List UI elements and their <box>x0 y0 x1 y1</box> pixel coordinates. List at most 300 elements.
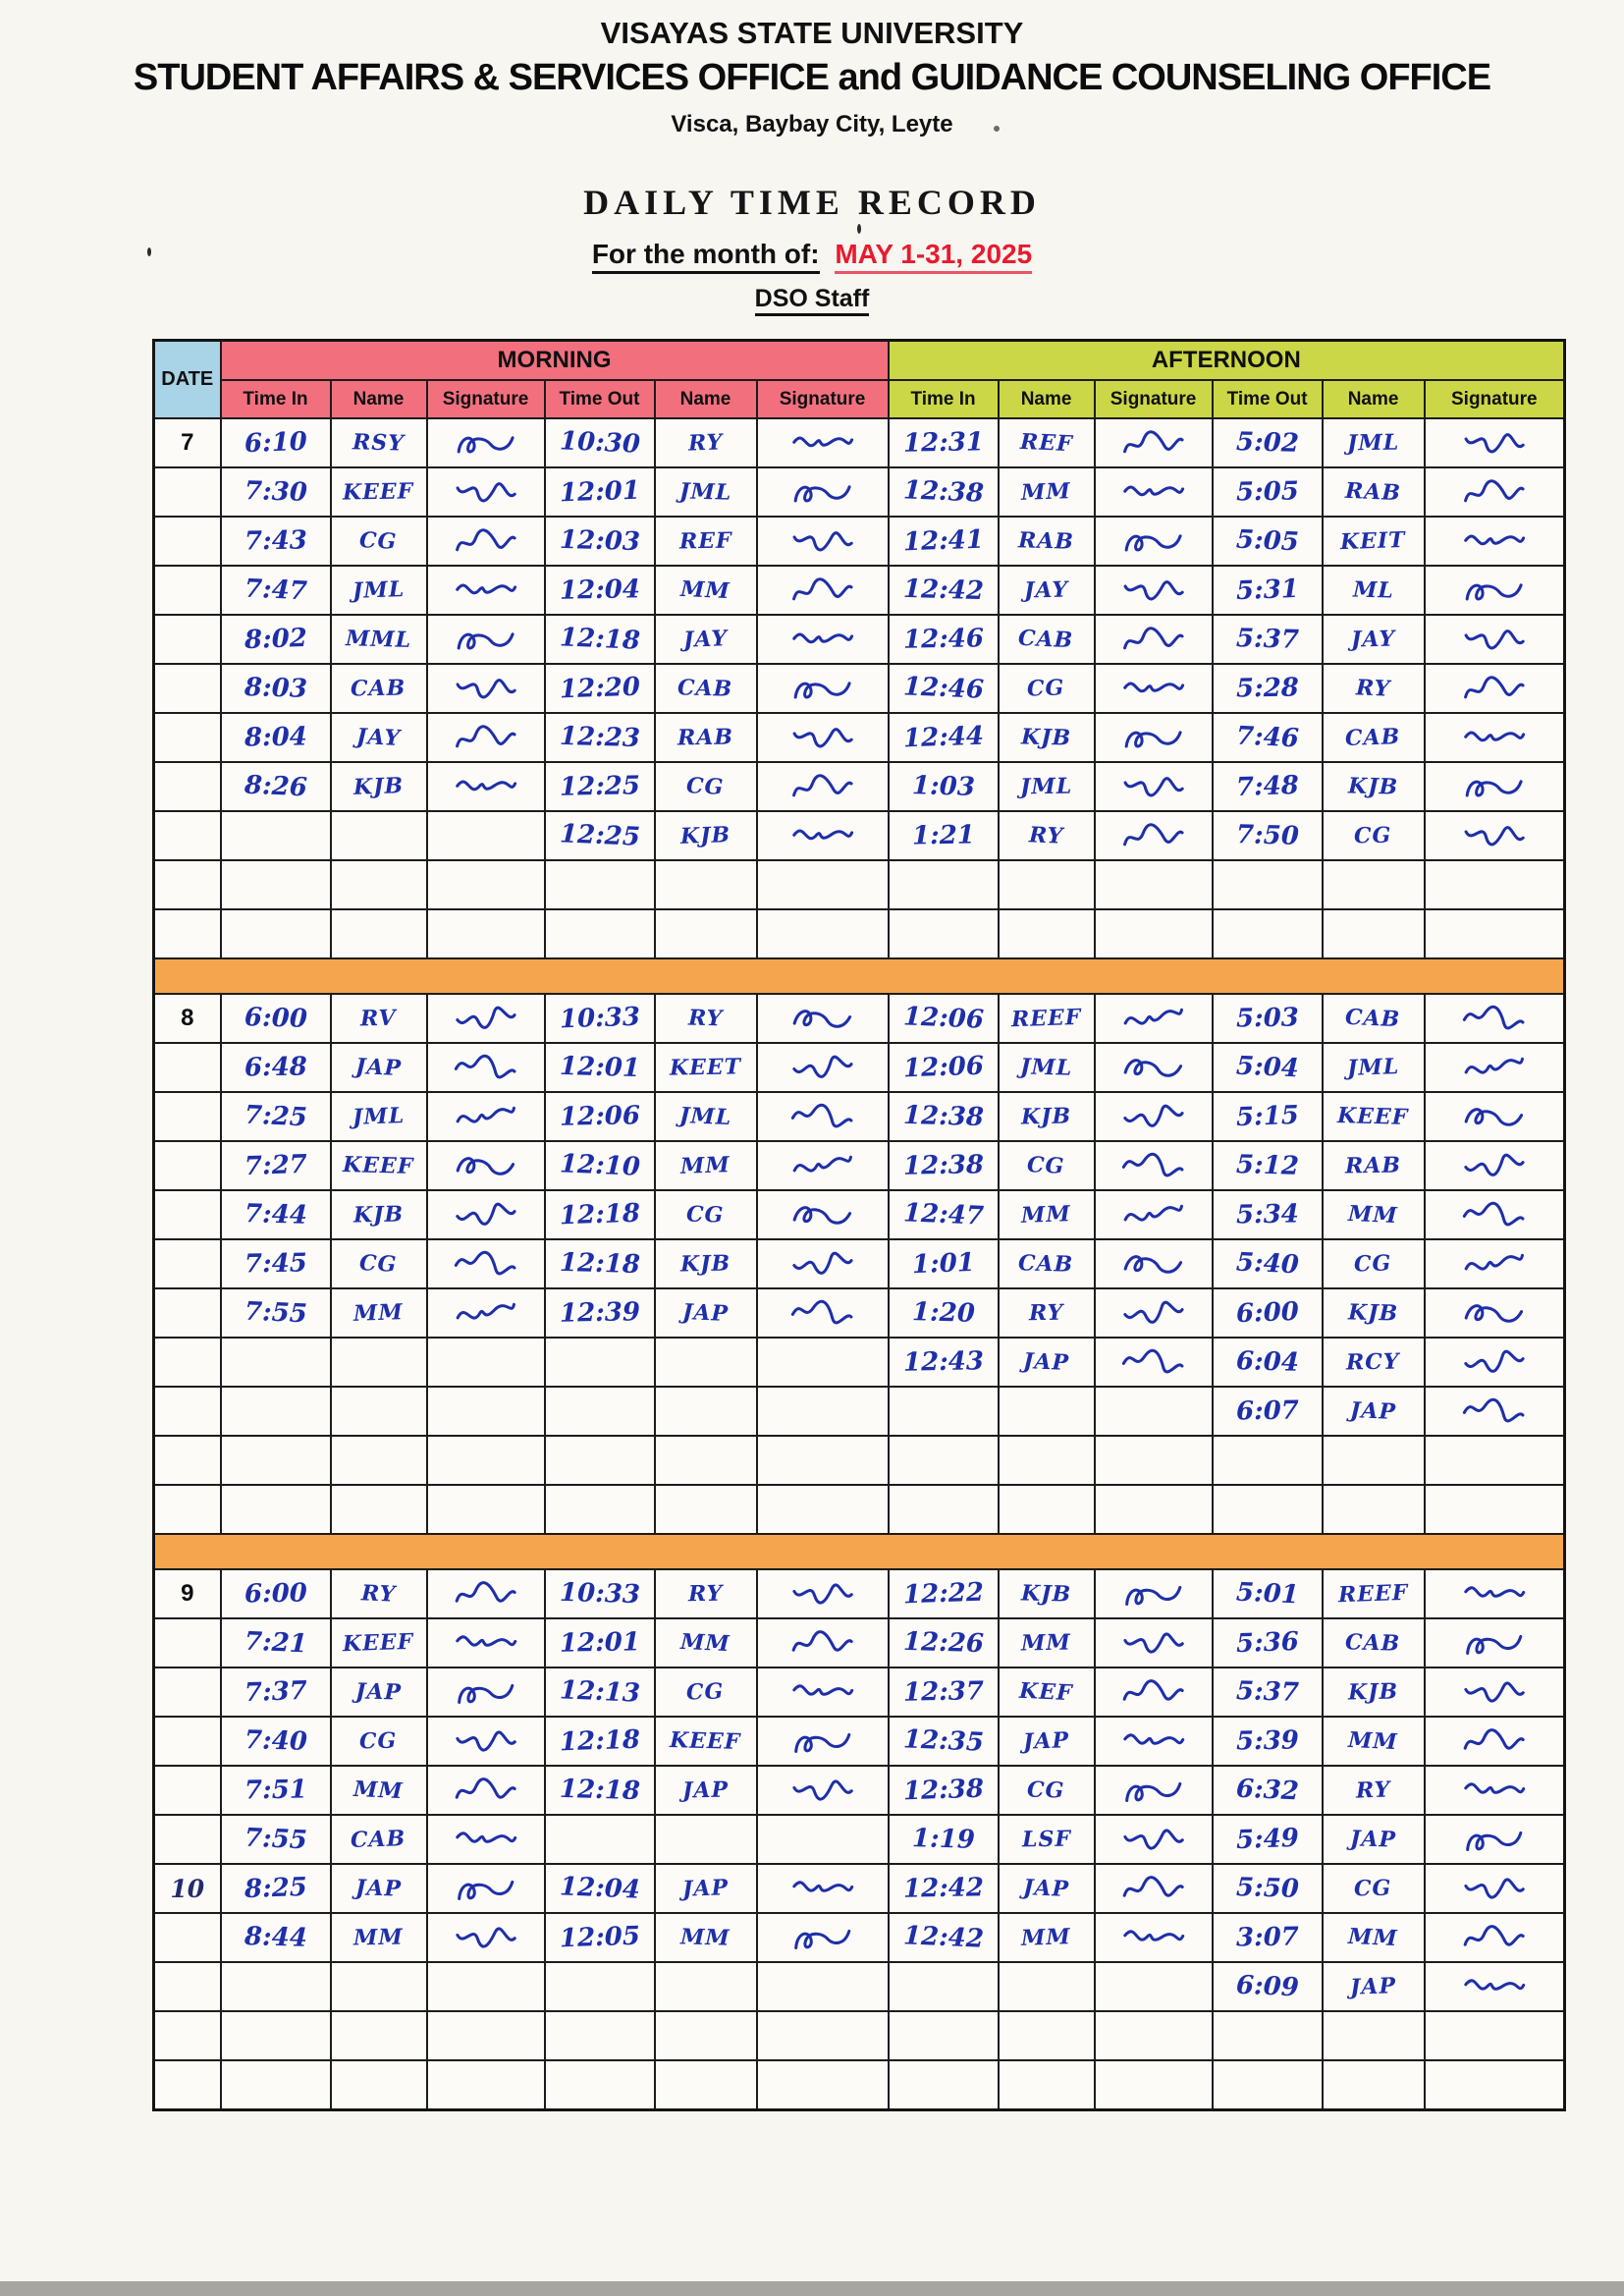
time-out-value: 7:46 <box>1235 721 1300 754</box>
time-in-value: 1:21 <box>911 820 975 851</box>
name-value: KEEF <box>1337 1103 1410 1130</box>
signature-cell <box>427 1288 545 1338</box>
time-out-value: 5:05 <box>1235 524 1300 558</box>
time-in-cell <box>889 1141 999 1190</box>
name-cell <box>331 1667 427 1717</box>
name-value: MM <box>679 1924 731 1951</box>
time-out-cell <box>545 1092 655 1141</box>
signature-cell <box>1095 1962 1213 2011</box>
time-out-value: 5:03 <box>1235 1003 1299 1034</box>
date-cell <box>154 994 221 1043</box>
time-out-cell <box>1213 1569 1323 1618</box>
signature-scribble <box>1461 573 1528 607</box>
signature-scribble <box>453 1576 519 1611</box>
time-in-value: 12:38 <box>902 1100 984 1133</box>
signature-cell <box>1095 994 1213 1043</box>
signature-cell <box>427 566 545 615</box>
time-in-value: 12:31 <box>902 427 984 459</box>
time-out-value: 7:48 <box>1235 770 1300 803</box>
name-cell <box>655 566 757 615</box>
signature-cell <box>427 418 545 467</box>
time-out-cell <box>545 1387 655 1436</box>
time-out-cell <box>1213 1338 1323 1387</box>
time-out-cell <box>545 1485 655 1534</box>
signature-cell <box>757 1717 889 1766</box>
name-cell <box>1323 1485 1425 1534</box>
name-value: KJB <box>1347 1678 1399 1706</box>
name-cell <box>331 1864 427 1913</box>
signature-scribble <box>1120 1674 1187 1709</box>
name-cell <box>331 1190 427 1239</box>
name-value: JML <box>678 1102 732 1131</box>
name-cell <box>999 664 1095 713</box>
column-header-time-out: Time Out <box>545 380 655 418</box>
time-in-value: 1:01 <box>911 1247 976 1281</box>
date-cell <box>154 1043 221 1092</box>
time-out-value: 5:05 <box>1235 476 1299 508</box>
time-out-value: 5:50 <box>1235 1873 1299 1904</box>
time-out-cell <box>545 1141 655 1190</box>
name-value: JML <box>1019 1054 1073 1081</box>
time-out-cell <box>545 1864 655 1913</box>
time-out-value: 12:25 <box>558 819 641 852</box>
time-in-value: 6:10 <box>244 426 307 460</box>
time-in-cell <box>221 467 331 517</box>
name-cell <box>655 1387 757 1436</box>
signature-scribble <box>788 621 856 658</box>
time-in-cell <box>221 1485 331 1534</box>
signature-cell <box>427 1190 545 1239</box>
time-in-value: 12:06 <box>902 1051 985 1084</box>
name-cell <box>331 1239 427 1288</box>
signature-cell <box>1425 1190 1565 1239</box>
signature-cell <box>1425 1667 1565 1717</box>
signature-scribble <box>452 1098 519 1136</box>
name-cell <box>1323 1239 1425 1288</box>
time-in-cell <box>221 1436 331 1485</box>
signature-scribble <box>452 472 520 513</box>
time-out-value: 6:07 <box>1235 1395 1299 1427</box>
name-value: JAP <box>1022 1874 1070 1903</box>
time-out-cell <box>1213 994 1323 1043</box>
name-value: KEEF <box>670 1727 741 1755</box>
time-in-cell <box>889 517 999 566</box>
signature-cell <box>1095 1766 1213 1815</box>
signature-scribble <box>452 1048 520 1088</box>
signature-cell <box>427 1092 545 1141</box>
signature-cell <box>1095 418 1213 467</box>
time-out-value: 5:02 <box>1235 427 1299 459</box>
signature-cell <box>1095 1043 1213 1092</box>
time-in-value: 8:02 <box>244 623 307 656</box>
time-in-cell <box>889 1387 999 1436</box>
signature-scribble <box>1120 1099 1187 1133</box>
signature-cell <box>1095 2011 1213 2060</box>
time-out-cell <box>1213 1387 1323 1436</box>
daily-time-record-table <box>152 339 1566 2111</box>
signature-scribble <box>452 1870 519 1908</box>
date-cell <box>154 1667 221 1717</box>
time-in-cell <box>889 1485 999 1534</box>
signature-cell <box>1095 1190 1213 1239</box>
name-cell <box>331 1387 427 1436</box>
time-out-value: 12:18 <box>559 1774 640 1807</box>
name-cell <box>655 762 757 811</box>
time-in-value: 8:04 <box>244 722 307 753</box>
time-out-value: 5:04 <box>1235 1051 1300 1084</box>
name-cell <box>331 664 427 713</box>
time-in-cell <box>221 994 331 1043</box>
signature-scribble <box>1461 522 1529 560</box>
signature-cell <box>427 1962 545 2011</box>
signature-scribble <box>788 1722 856 1761</box>
name-cell <box>655 2060 757 2109</box>
university-name: VISAYAS STATE UNIVERSITY <box>600 16 1024 50</box>
time-in-value: 12:46 <box>901 672 985 705</box>
column-header-time-out: Time Out <box>1213 380 1323 418</box>
time-in-value: 12:22 <box>902 1577 985 1611</box>
time-out-value: 5:49 <box>1235 1823 1300 1856</box>
day-separator-band <box>154 1534 1565 1569</box>
paper-smudge <box>994 126 1000 132</box>
signature-scribble <box>1119 1342 1188 1383</box>
signature-cell <box>1425 566 1565 615</box>
signature-cell <box>757 1436 889 1485</box>
time-in-cell <box>889 1717 999 1766</box>
name-cell <box>655 1485 757 1534</box>
signature-cell <box>427 994 545 1043</box>
time-in-cell <box>889 713 999 762</box>
time-out-cell <box>1213 1962 1323 2011</box>
table-row <box>154 909 1565 958</box>
name-cell <box>999 467 1095 517</box>
name-value: JAY <box>1350 626 1396 653</box>
time-in-cell <box>889 909 999 958</box>
signature-cell <box>757 664 889 713</box>
name-cell <box>655 1436 757 1485</box>
signature-scribble <box>1119 817 1187 855</box>
name-value: CG <box>1354 822 1392 849</box>
time-in-cell <box>221 1667 331 1717</box>
table-row <box>154 1043 1565 1092</box>
name-value: JML <box>352 576 406 604</box>
time-in-cell <box>889 994 999 1043</box>
signature-cell <box>1425 1043 1565 1092</box>
name-cell <box>1323 860 1425 909</box>
signature-cell <box>757 1239 889 1288</box>
name-cell <box>331 418 427 467</box>
name-cell <box>999 1618 1095 1667</box>
signature-scribble <box>789 1246 856 1281</box>
date-cell <box>154 1766 221 1815</box>
time-out-cell <box>1213 517 1323 566</box>
time-in-cell <box>889 1239 999 1288</box>
name-value: MM <box>1347 1726 1399 1756</box>
signature-cell <box>1095 811 1213 860</box>
signature-cell <box>757 994 889 1043</box>
time-out-cell <box>1213 811 1323 860</box>
time-out-cell <box>545 811 655 860</box>
signature-cell <box>1095 467 1213 517</box>
name-value: MM <box>1020 1201 1072 1229</box>
time-out-cell <box>1213 1092 1323 1141</box>
name-cell <box>655 713 757 762</box>
time-in-cell <box>221 1190 331 1239</box>
time-out-value: 5:36 <box>1235 1626 1300 1660</box>
signature-scribble <box>1460 1821 1528 1859</box>
time-in-value: 6:48 <box>244 1052 307 1083</box>
time-out-cell <box>1213 1717 1323 1766</box>
name-cell <box>655 1190 757 1239</box>
time-out-value: 5:37 <box>1235 624 1299 655</box>
name-value: RY <box>360 1580 397 1608</box>
signature-cell <box>757 1815 889 1864</box>
time-out-cell <box>1213 1239 1323 1288</box>
name-value: MML <box>345 626 412 653</box>
signature-cell <box>427 1485 545 1534</box>
time-out-value: 12:18 <box>559 1724 640 1758</box>
signature-scribble <box>788 424 856 462</box>
time-out-cell <box>545 713 655 762</box>
time-out-value: 5:15 <box>1235 1100 1300 1133</box>
time-in-value: 12:38 <box>901 475 985 509</box>
name-value: KJB <box>679 1250 731 1278</box>
time-out-value: 10:33 <box>559 1577 640 1611</box>
signature-scribble <box>1460 1195 1529 1235</box>
signature-cell <box>427 1815 545 1864</box>
time-in-cell <box>221 1815 331 1864</box>
time-in-cell <box>221 1092 331 1141</box>
name-cell <box>655 1618 757 1667</box>
signature-cell <box>1425 517 1565 566</box>
name-cell <box>1323 2011 1425 2060</box>
name-value: MM <box>1347 1200 1399 1230</box>
time-in-value: 12:43 <box>902 1346 984 1378</box>
name-cell <box>331 1288 427 1338</box>
table-row <box>154 566 1565 615</box>
time-in-value: 1:03 <box>911 771 975 802</box>
time-out-cell <box>545 994 655 1043</box>
time-in-value: 12:37 <box>902 1676 984 1708</box>
month-line <box>0 239 1624 270</box>
name-value: JML <box>352 1103 406 1130</box>
signature-scribble <box>1119 1575 1187 1613</box>
signature-scribble <box>1119 1918 1188 1958</box>
time-out-cell <box>1213 1864 1323 1913</box>
time-out-value: 7:50 <box>1235 820 1299 851</box>
time-out-value: 6:00 <box>1235 1296 1300 1330</box>
signature-cell <box>757 811 889 860</box>
signature-scribble <box>453 1773 519 1807</box>
signature-cell <box>427 1864 545 1913</box>
signature-cell <box>1095 762 1213 811</box>
time-in-value: 7:55 <box>243 1823 308 1856</box>
name-value: JAP <box>354 1875 403 1902</box>
signature-scribble <box>453 1197 519 1231</box>
name-cell <box>655 909 757 958</box>
signature-scribble <box>1460 1771 1529 1811</box>
signature-scribble <box>1119 424 1187 463</box>
name-value: JAY <box>1023 576 1069 604</box>
column-header-name: Name <box>1323 380 1425 418</box>
name-cell <box>999 1338 1095 1387</box>
name-cell <box>1323 1190 1425 1239</box>
name-value: JAP <box>1349 1973 1397 2000</box>
name-cell <box>655 1913 757 1962</box>
table-row <box>154 1436 1565 1485</box>
signature-cell <box>1425 1436 1565 1485</box>
signature-scribble <box>1119 1049 1187 1086</box>
morning-section-header: MORNING <box>221 341 889 381</box>
time-out-cell <box>1213 1667 1323 1717</box>
time-in-cell <box>889 2011 999 2060</box>
time-in-value: 12:38 <box>902 1774 985 1807</box>
name-cell <box>999 517 1095 566</box>
name-cell <box>999 1864 1095 1913</box>
name-cell <box>655 1092 757 1141</box>
time-out-cell <box>545 664 655 713</box>
name-value: KJB <box>352 1201 405 1229</box>
time-in-cell <box>889 1436 999 1485</box>
time-out-value: 12:18 <box>558 623 641 656</box>
table-row <box>154 1239 1565 1288</box>
time-in-cell <box>889 566 999 615</box>
time-out-cell <box>1213 909 1323 958</box>
time-out-cell <box>545 1288 655 1338</box>
table-row <box>154 1288 1565 1338</box>
table-row <box>154 2011 1565 2060</box>
time-out-value: 12:25 <box>559 771 640 802</box>
signature-cell <box>427 1239 545 1288</box>
name-cell <box>655 1239 757 1288</box>
signature-cell <box>757 566 889 615</box>
signature-scribble <box>1119 767 1188 807</box>
signature-scribble <box>1460 816 1529 856</box>
name-cell <box>331 1485 427 1534</box>
name-cell <box>999 1043 1095 1092</box>
name-cell <box>999 860 1095 909</box>
table-row <box>154 1190 1565 1239</box>
time-in-cell <box>221 1766 331 1815</box>
signature-cell <box>757 418 889 467</box>
table-row <box>154 1387 1565 1436</box>
name-cell <box>999 1288 1095 1338</box>
signature-cell <box>757 615 889 664</box>
time-in-cell <box>889 1569 999 1618</box>
signature-cell <box>1425 1387 1565 1436</box>
time-out-value: 12:23 <box>559 721 640 754</box>
name-value: ML <box>1352 576 1394 604</box>
time-in-cell <box>221 1913 331 1962</box>
signature-cell <box>757 1618 889 1667</box>
time-out-value: 5:39 <box>1235 1725 1299 1757</box>
time-out-cell <box>545 1338 655 1387</box>
table-row <box>154 1667 1565 1717</box>
table-row <box>154 1717 1565 1766</box>
signature-scribble <box>452 1294 519 1333</box>
time-out-cell <box>1213 1141 1323 1190</box>
time-in-cell <box>889 1618 999 1667</box>
table-row <box>154 664 1565 713</box>
name-cell <box>1323 1141 1425 1190</box>
name-value: JAP <box>1349 1396 1397 1426</box>
time-out-cell <box>545 1913 655 1962</box>
signature-cell <box>757 860 889 909</box>
name-cell <box>999 1436 1095 1485</box>
signature-scribble <box>1120 720 1187 754</box>
name-value: CAB <box>1344 1004 1402 1033</box>
name-cell <box>331 1766 427 1815</box>
table-row <box>154 1913 1565 1962</box>
time-out-value: 12:01 <box>559 475 640 509</box>
name-cell <box>331 1815 427 1864</box>
signature-scribble <box>788 1147 856 1185</box>
time-out-value: 12:05 <box>559 1921 640 1954</box>
name-cell <box>1323 811 1425 860</box>
time-in-cell <box>889 1864 999 1913</box>
signature-scribble <box>452 572 519 609</box>
name-value: RAB <box>677 724 734 751</box>
name-value: MM <box>352 1924 405 1951</box>
time-in-value: 7:51 <box>244 1775 307 1806</box>
name-value: CG <box>1027 1777 1066 1804</box>
signature-cell <box>757 1485 889 1534</box>
signature-cell <box>427 713 545 762</box>
name-cell <box>999 1962 1095 2011</box>
name-cell <box>1323 1092 1425 1141</box>
signature-cell <box>427 517 545 566</box>
time-in-value: 1:20 <box>911 1297 975 1329</box>
signature-cell <box>1425 1485 1565 1534</box>
signature-cell <box>1095 1387 1213 1436</box>
signature-cell <box>1095 1436 1213 1485</box>
name-value: RCY <box>1346 1348 1401 1376</box>
signature-cell <box>1425 1766 1565 1815</box>
name-value: KJB <box>1020 1103 1072 1130</box>
date-cell <box>154 664 221 713</box>
name-cell <box>331 994 427 1043</box>
name-cell <box>999 615 1095 664</box>
signature-cell <box>1425 1815 1565 1864</box>
name-cell <box>999 909 1095 958</box>
date-cell <box>154 1717 221 1766</box>
signature-cell <box>1095 664 1213 713</box>
time-in-value: 12:42 <box>901 1921 985 1954</box>
name-cell <box>999 1092 1095 1141</box>
date-cell <box>154 811 221 860</box>
signature-scribble <box>1119 621 1187 659</box>
time-out-value: 5:37 <box>1235 1676 1299 1708</box>
time-out-cell <box>1213 860 1323 909</box>
signature-cell <box>427 1667 545 1717</box>
name-cell <box>1323 418 1425 467</box>
time-in-cell <box>221 1569 331 1618</box>
name-cell <box>331 713 427 762</box>
document-title: DAILY TIME RECORD <box>583 183 1041 222</box>
signature-scribble <box>1120 1871 1187 1905</box>
time-in-cell <box>221 664 331 713</box>
signature-cell <box>1425 1092 1565 1141</box>
signature-scribble <box>452 768 519 805</box>
time-in-value: 8:44 <box>244 1922 307 1953</box>
date-cell <box>154 615 221 664</box>
time-in-value: 7:21 <box>243 1626 308 1660</box>
time-in-cell <box>889 467 999 517</box>
name-value: MM <box>1347 1923 1399 1952</box>
time-out-cell <box>545 1717 655 1766</box>
signature-cell <box>427 1913 545 1962</box>
signature-scribble <box>1461 1870 1529 1907</box>
